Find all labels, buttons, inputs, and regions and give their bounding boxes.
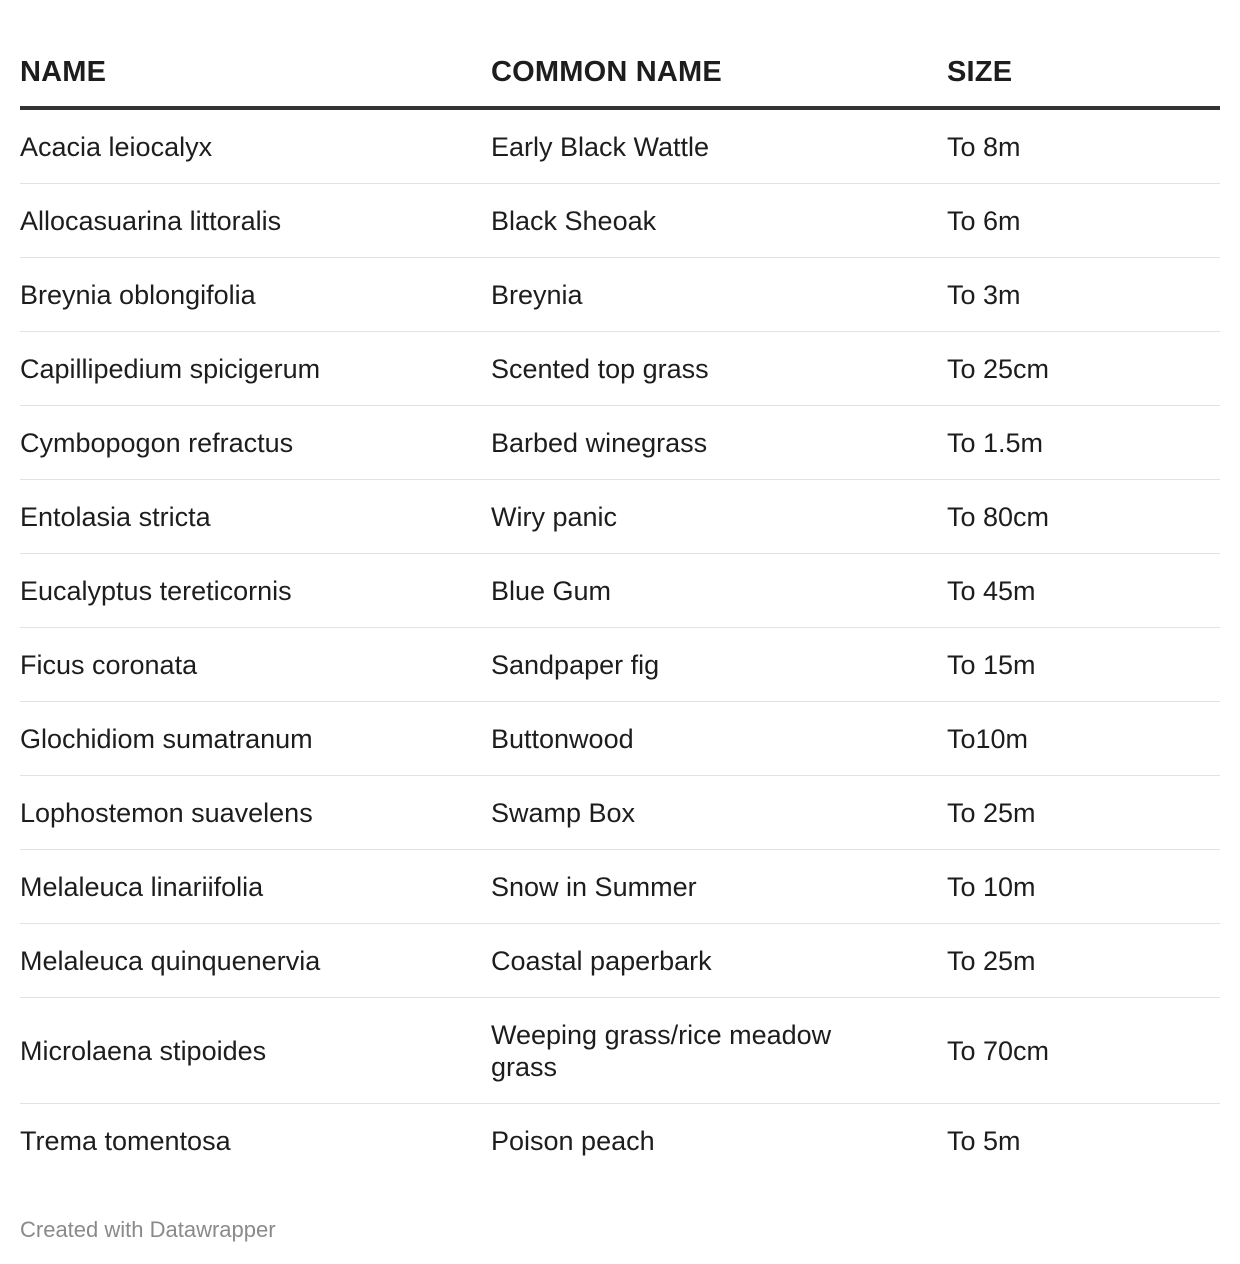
cell-size: To 6m bbox=[947, 184, 1220, 258]
cell-size: To 15m bbox=[947, 628, 1220, 702]
cell-size: To 80cm bbox=[947, 480, 1220, 554]
table-row bbox=[20, 924, 1220, 998]
table-row bbox=[20, 776, 1220, 850]
table-row bbox=[20, 184, 1220, 258]
cell-name: Trema tomentosa bbox=[20, 1125, 231, 1156]
cell-common-name: Poison peach bbox=[491, 1125, 655, 1156]
cell-common-name: Swamp Box bbox=[491, 776, 947, 850]
cell-size: To 25m bbox=[947, 924, 1220, 998]
cell-size: To 10m bbox=[947, 850, 1220, 924]
table-row bbox=[20, 332, 1220, 406]
cell-common-name: Snow in Summer bbox=[491, 850, 947, 924]
table-row bbox=[20, 702, 1220, 776]
table-row bbox=[20, 998, 1220, 1104]
cell-size: To 45m bbox=[947, 554, 1220, 628]
cell-name: Eucalyptus tereticornis bbox=[20, 554, 491, 628]
cell-common-name: Coastal paperbark bbox=[491, 924, 947, 998]
column-header-name: NAME bbox=[20, 40, 491, 108]
cell-name: Entolasia stricta bbox=[20, 480, 491, 554]
cell-common-name: Sandpaper fig bbox=[491, 628, 947, 702]
cell-common-name: Black Sheoak bbox=[491, 184, 947, 258]
cell-name: Lophostemon suavelens bbox=[20, 776, 491, 850]
cell-name: Breynia oblongifolia bbox=[20, 258, 491, 332]
cell-name: Melaleuca quinquenervia bbox=[20, 924, 491, 998]
cell-name: Capillipedium spicigerum bbox=[20, 332, 491, 406]
cell-name: Ficus coronata bbox=[20, 628, 491, 702]
cell-name: Acacia leiocalyx bbox=[20, 108, 491, 184]
datawrapper-credit: Created with Datawrapper bbox=[20, 1217, 276, 1242]
table-row bbox=[20, 108, 1220, 184]
table-row bbox=[20, 850, 1220, 924]
cell-common-name: Weeping grass/rice meadow grass bbox=[491, 998, 947, 1104]
cell-size: To 25m bbox=[947, 776, 1220, 850]
column-header-size: SIZE bbox=[947, 40, 1220, 108]
cell-common-name: Early Black Wattle bbox=[491, 108, 947, 184]
cell-name: Glochidiom sumatranum bbox=[20, 702, 491, 776]
table-row bbox=[20, 554, 1220, 628]
table-header bbox=[20, 40, 1220, 108]
table-row bbox=[20, 480, 1220, 554]
plant-table bbox=[20, 40, 1220, 1177]
table-row bbox=[20, 406, 1220, 480]
cell-common-name: Wiry panic bbox=[491, 480, 947, 554]
cell-common-name: Buttonwood bbox=[491, 702, 947, 776]
cell-common-name: Breynia bbox=[491, 258, 947, 332]
cell-size: To 70cm bbox=[947, 998, 1220, 1104]
cell-size: To 1.5m bbox=[947, 406, 1220, 480]
table-row bbox=[20, 258, 1220, 332]
table-body bbox=[20, 108, 1220, 1177]
column-header-common-name: COMMON NAME bbox=[491, 40, 947, 108]
cell-name: Cymbopogon refractus bbox=[20, 406, 491, 480]
cell-size: To 8m bbox=[947, 108, 1220, 184]
cell-size: To 25cm bbox=[947, 332, 1220, 406]
cell-name: Allocasuarina littoralis bbox=[20, 184, 491, 258]
header-row bbox=[20, 40, 1220, 108]
cell-size: To 3m bbox=[947, 258, 1220, 332]
table-row bbox=[20, 1104, 1220, 1178]
table-row bbox=[20, 628, 1220, 702]
cell-size: To10m bbox=[947, 702, 1220, 776]
cell-common-name: Blue Gum bbox=[491, 554, 947, 628]
cell-name: Melaleuca linariifolia bbox=[20, 850, 491, 924]
cell-size: To 5m bbox=[947, 1125, 1021, 1156]
cell-common-name: Barbed winegrass bbox=[491, 406, 947, 480]
cell-name: Microlaena stipoides bbox=[20, 998, 491, 1104]
table-container bbox=[20, 0, 1220, 1177]
cell-common-name: Scented top grass bbox=[491, 332, 947, 406]
